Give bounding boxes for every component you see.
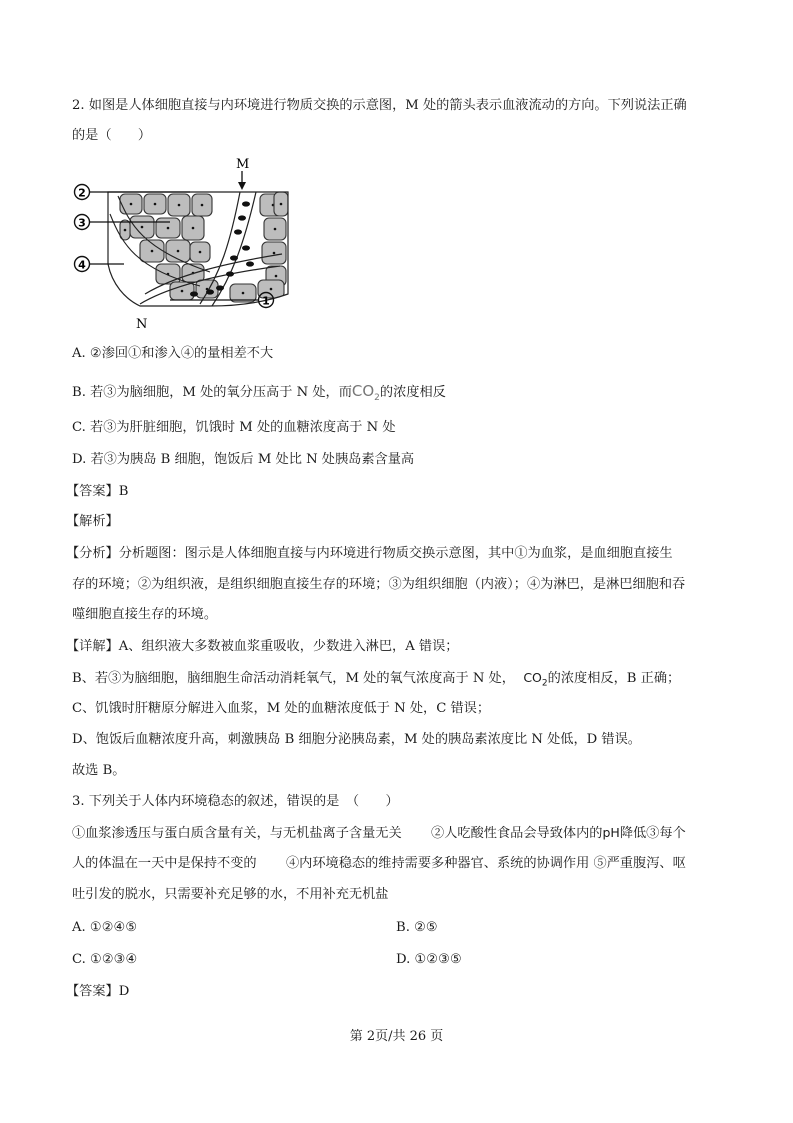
- q3-items-line2: 人的体温在一天中是保持不变的 ④内环境稳态的维持需要多种器官、系统的协调作用 ⑤严重腹泻、呕: [72, 856, 686, 871]
- q2-detail-d: D、饱饭后血糖浓度升高，刺激胰岛 B 细胞分泌胰岛素，M 处的胰岛素浓度比 N 处低，D 错误。: [72, 732, 641, 747]
- q3-items-line1: ①血浆渗透压与蛋白质含量有关，与无机盐离子含量无关 ②人吃酸性食品会导致体内的pH降低③每个: [72, 825, 686, 841]
- q2-stem-line2: 的是（ ）: [72, 128, 152, 143]
- q3-answer: 【答案】D: [66, 984, 130, 999]
- q2-analysis-tag: 【解析】: [66, 514, 119, 529]
- page-footer: 第 2页/共 26 页: [349, 1029, 444, 1044]
- q2-option-d: D. 若③为胰岛 B 细胞，饱饭后 M 处比 N 处胰岛素含量高: [72, 452, 415, 467]
- q3-option-b: B. ②⑤: [396, 920, 438, 935]
- q3-option-d: D. ①②③⑤: [396, 952, 462, 967]
- q2-conclusion: 故选 B。: [72, 763, 126, 778]
- q2-fenxi-line2: 存的环境；②为组织液，是组织细胞直接生存的环境；③为组织细胞（内液）；④为淋巴，是淋巴细胞和吞: [72, 577, 686, 592]
- q2-option-a: A. ②渗回①和渗入④的量相差不大: [72, 346, 274, 361]
- q3-option-a: A. ①②④⑤: [72, 920, 138, 935]
- cell-exchange-figure: [70, 154, 290, 332]
- label-m: M: [236, 157, 250, 172]
- q2-option-c: C. 若③为肝脏细胞，饥饿时 M 处的血糖浓度高于 N 处: [72, 420, 396, 435]
- q2-option-b: B. 若③为脑细胞，M 处的氧分压高于 N 处，而$CO_2$的浓度相反: [72, 382, 446, 403]
- q2-detail-a: 【详解】A、组织液大多数被血浆重吸收，少数进入淋巴，A 错误；: [66, 639, 459, 654]
- svg-text:2: 2: [78, 186, 86, 200]
- q2-fenxi-line3: 噬细胞直接生存的环境。: [72, 607, 218, 622]
- q3-items-line3: 吐引发的脱水，只需要补充足够的水，不用补充无机盐: [72, 887, 389, 902]
- q2-answer: 【答案】B: [66, 484, 129, 499]
- q2-detail-c: C、饥饿时肝糖原分解进入血浆，M 处的血糖浓度低于 N 处，C 错误；: [72, 701, 491, 716]
- q3-option-row1: [72, 918, 137, 938]
- svg-text:3: 3: [78, 216, 86, 230]
- svg-text:4: 4: [78, 258, 86, 272]
- q2-fenxi-line1: 【分析】分析题图：图示是人体细胞直接与内环境进行物质交换示意图，其中①为血浆，是血细胞直接生: [66, 546, 673, 561]
- q3-stem: 3. 下列关于人体内环境稳态的叙述，错误的是 （ ）: [72, 794, 399, 809]
- svg-text:1: 1: [262, 294, 270, 308]
- q3-option-c: C. ①②③④: [72, 952, 138, 967]
- q2-detail-b: B、若③为脑细胞，脑细胞生命活动消耗氧气，M 处的氧气浓度高于 N 处， $CO_2$的浓度相反，B 正确；: [72, 670, 681, 689]
- q2-stem-line1: 2. 如图是人体细胞直接与内环境进行物质交换的示意图，M 处的箭头表示血液流动的方向。下列说法正确: [72, 98, 687, 113]
- label-n: N: [136, 317, 148, 332]
